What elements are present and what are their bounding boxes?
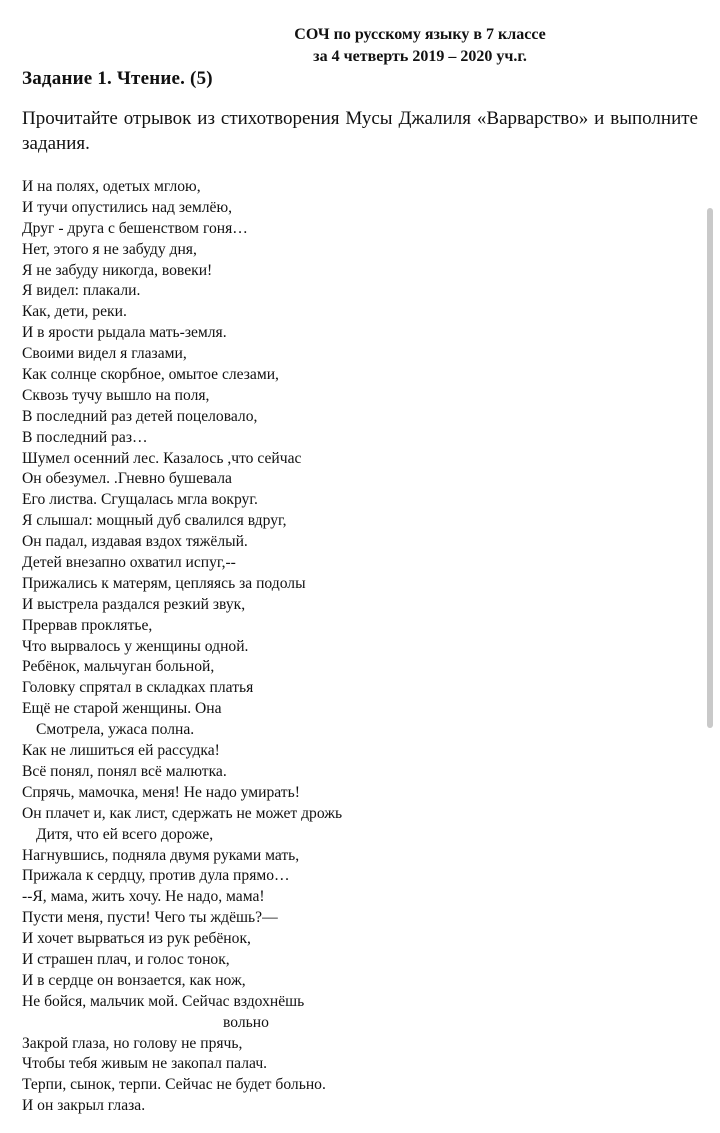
poem-line: вольно <box>223 1013 269 1031</box>
poem-line: Не бойся, мальчик мой. Сейчас вздохнёшь <box>22 992 305 1010</box>
poem-line: Сквозь тучу вышло на поля, <box>22 386 210 404</box>
poem-line: Нет, этого я не забуду дня, <box>22 240 197 258</box>
poem-line: В последний раз… <box>22 428 148 446</box>
poem-line: Головку спрятал в складках платья <box>22 679 254 697</box>
poem-line: Чтобы тебя живым не закопал палач. <box>22 1055 268 1073</box>
task-instruction: Прочитайте отрывок из стихотворения Мусы Джалиля «Варварство» и выполните задания. <box>22 108 698 154</box>
poem-line: Я слышал: мощный дуб свалился вдруг, <box>22 512 287 530</box>
poem-line: Как не лишиться ей рассудка! <box>22 742 220 760</box>
poem-line: И выстрела раздался резкий звук, <box>22 595 246 613</box>
poem-line: И тучи опустились над землёю, <box>22 198 233 216</box>
document-header <box>250 24 590 68</box>
poem-line: В последний раз детей поцеловало, <box>22 407 258 425</box>
poem-line: И на полях, одетых мглою, <box>22 178 201 195</box>
poem-line: Как, дети, реки. <box>22 303 127 321</box>
poem-line: Я не забуду никогда, вовеки! <box>22 261 213 279</box>
poem-line: Дитя, что ей всего дороже, <box>36 825 214 843</box>
poem-line: Всё понял, понял всё малютка. <box>22 762 227 780</box>
poem-line: Прижались к матерям, цепляясь за подолы <box>22 574 306 592</box>
scrollbar[interactable] <box>707 208 713 728</box>
poem-line: Смотрела, ужаса полна. <box>36 721 195 739</box>
poem-line: Нагнувшись, подняла двумя руками мать, <box>22 846 300 864</box>
poem-line: --Я, мама, жить хочу. Не надо, мама! <box>22 888 265 906</box>
poem-line: Он падал, издавая вздох тяжёлый. <box>22 533 248 551</box>
poem-line: Он плачет и, как лист, сдержать не может дрожь <box>22 804 343 822</box>
header-line-2: за 4 четверть 2019 – 2020 уч.г. <box>313 48 527 65</box>
poem-line: Друг - друга с бешенством гоня… <box>22 219 248 237</box>
poem-line: Его листва. Сгущалась мгла вокруг. <box>22 491 258 509</box>
poem-line: Я видел: плакали. <box>22 282 141 300</box>
poem-line: Прижала к сердцу, против дула прямо… <box>22 867 290 885</box>
header-line-1: СОЧ по русскому языку в 7 классе <box>294 26 546 43</box>
poem-line: Как солнце скорбное, омытое слезами, <box>22 366 279 384</box>
poem-line: Закрой глаза, но голову не прячь, <box>22 1034 243 1052</box>
poem-line: Шумел осенний лес. Казалось ,что сейчас <box>22 449 302 467</box>
poem-line: Пусти меня, пусти! Чего ты ждёшь?— <box>22 909 278 927</box>
poem-line: Своими видел я глазами, <box>22 345 187 363</box>
poem-line: Детей внезапно охватил испуг,-- <box>22 554 236 572</box>
poem-line: Он обезумел. .Гневно бушевала <box>22 470 232 488</box>
poem-line: Что вырвалось у женщины одной. <box>22 637 249 655</box>
task-title: Задание 1. Чтение. (5) <box>22 68 213 89</box>
poem-line: И хочет вырваться из рук ребёнок, <box>22 930 251 948</box>
poem-line: Ребёнок, мальчуган больной, <box>22 658 215 676</box>
poem-line: И в ярости рыдала мать-земля. <box>22 324 227 342</box>
poem-line: Спрячь, мамочка, меня! Не надо умирать! <box>22 783 300 801</box>
poem-line: Ещё не старой женщины. Она <box>22 700 222 718</box>
poem-line: И страшен плач, и голос тонок, <box>22 950 230 968</box>
poem-line: Терпи, сынок, терпи. Сейчас не будет больно. <box>22 1076 326 1094</box>
poem-line: И в сердце он вонзается, как нож, <box>22 971 246 989</box>
poem-line: И он закрыл глаза. <box>22 1097 146 1115</box>
poem-line: Прервав проклятье, <box>22 616 153 634</box>
poem-text <box>22 177 682 1117</box>
